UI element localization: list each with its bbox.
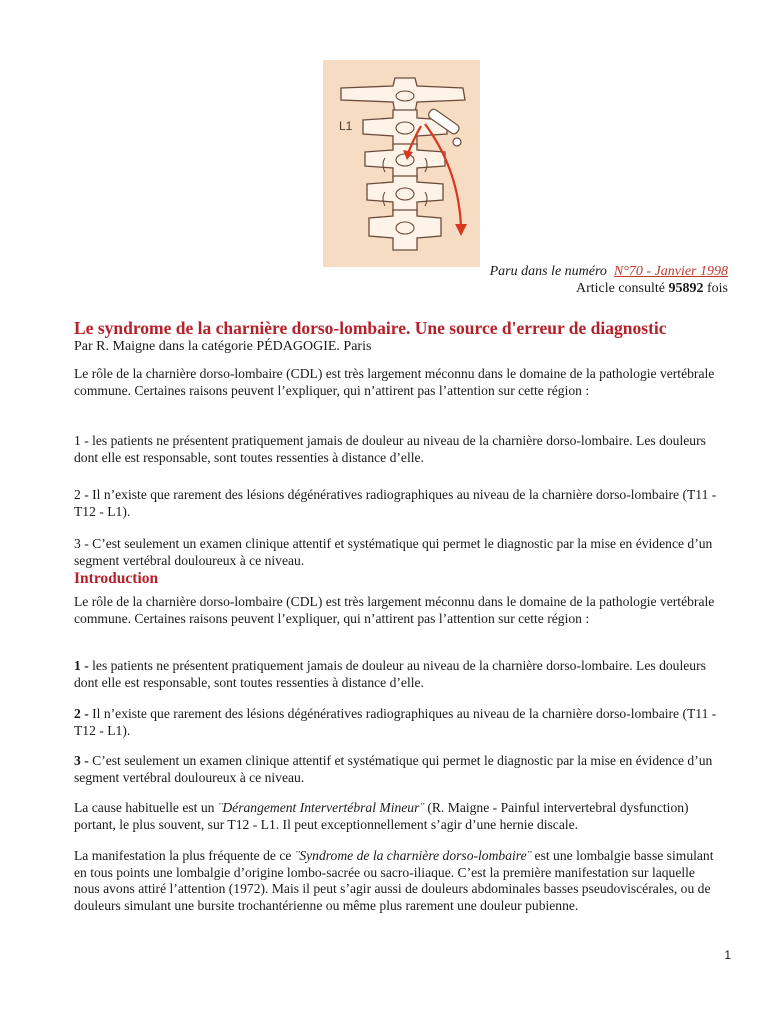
manifest-italic: ¨Syndrome de la charnière dorso-lombaire¨ <box>294 848 532 863</box>
spine-illustration <box>323 60 480 267</box>
cause-text-2: (R. Maigne - Painful intervertebral dysfunction) portant, le plus souvent, sur T12 - L1. Il peut exceptionnellement s’agir d’une hernie discale. <box>74 800 689 832</box>
point-number: 2 - <box>74 706 89 721</box>
manifestation-paragraph <box>74 848 724 914</box>
figure-label: L1 <box>339 119 353 133</box>
views-line <box>576 281 728 297</box>
manifest-text-2: est une lombalgie basse simulant en tous points une lombalgie d’origine lombo-sacrée ou sacro-iliaque. C’est la première manifestation sur laquelle nous avons attiré l’attention (1972). Mais il peut s’agir aussi de douleurs abdominales basses pseudoviscérales, ou de douleurs simulant une bursite trochantérienne ou même plus rarement une douleur pubienne. <box>74 848 714 913</box>
views-count: 95892 <box>668 281 704 296</box>
intro-point-1: 1 - les patients ne présentent pratiquement jamais de douleur au niveau de la charnière dorso-lombaire. Les douleurs dont elle est responsable, sont toutes ressenties à distance d’elle. <box>74 433 706 465</box>
body-point-3 <box>74 753 724 786</box>
point-text: les patients ne présentent pratiquement jamais de douleur au niveau de la charnière dorso-lombaire. Les douleurs dont elle est responsable, sont toutes ressenties à distance d’elle. <box>74 658 706 690</box>
intro-point-2: 2 - Il n’existe que rarement des lésions dégénératives radiographiques au niveau de la charnière dorso-lombaire (T11 - T12 - L1). <box>74 487 717 519</box>
point-number: 3 - <box>74 753 89 768</box>
cause-text-1: La cause habituelle est un <box>74 800 218 815</box>
body-point-2 <box>74 706 724 739</box>
views-suffix: fois <box>707 281 728 296</box>
page-number: 1 <box>724 948 731 962</box>
body-point-1 <box>74 658 724 691</box>
issue-prefix: Paru dans le numéro <box>489 264 607 279</box>
article-byline: Par R. Maigne dans la catégorie PÉDAGOGIE. Paris <box>74 339 372 354</box>
cause-italic: ¨Dérangement Intervertébral Mineur¨ <box>217 800 424 815</box>
point-text: C’est seulement un examen clinique attentif et systématique qui permet le diagnostic par la mise en évidence d’un segment vertébral douloureux à ce niveau. <box>74 753 713 785</box>
cause-paragraph <box>74 800 724 833</box>
issue-line <box>490 264 728 280</box>
article-title: Le syndrome de la charnière dorso-lombaire. Une source d'erreur de diagnostic <box>74 318 667 338</box>
issue-link[interactable]: N°70 - Janvier 1998 <box>613 264 728 279</box>
views-prefix: Article consulté <box>575 281 665 296</box>
intro-paragraph: Le rôle de la charnière dorso-lombaire (CDL) est très largement méconnu dans le domaine de la pathologie vertébrale commune. Certaines raisons peuvent l’expliquer, qui n’attirent pas l’attention sur cette région : <box>74 366 715 398</box>
manifest-text-1: La manifestation la plus fréquente de ce <box>74 848 295 863</box>
body-intro-paragraph: Le rôle de la charnière dorso-lombaire (CDL) est très largement méconnu dans le domaine de la pathologie vertébrale commune. Certaines raisons peuvent l’expliquer, qui n’attirent pas l’attention sur cette région : <box>74 594 715 626</box>
section-title-introduction: Introduction <box>74 570 159 587</box>
intro-point-3: 3 - C’est seulement un examen clinique attentif et systématique qui permet le diagnostic par la mise en évidence d’un segment vertébral douloureux à ce niveau. <box>74 536 713 568</box>
point-text: Il n’existe que rarement des lésions dégénératives radiographiques au niveau de la charnière dorso-lombaire (T11 - T12 - L1). <box>74 706 717 738</box>
point-number: 1 - <box>74 658 89 673</box>
